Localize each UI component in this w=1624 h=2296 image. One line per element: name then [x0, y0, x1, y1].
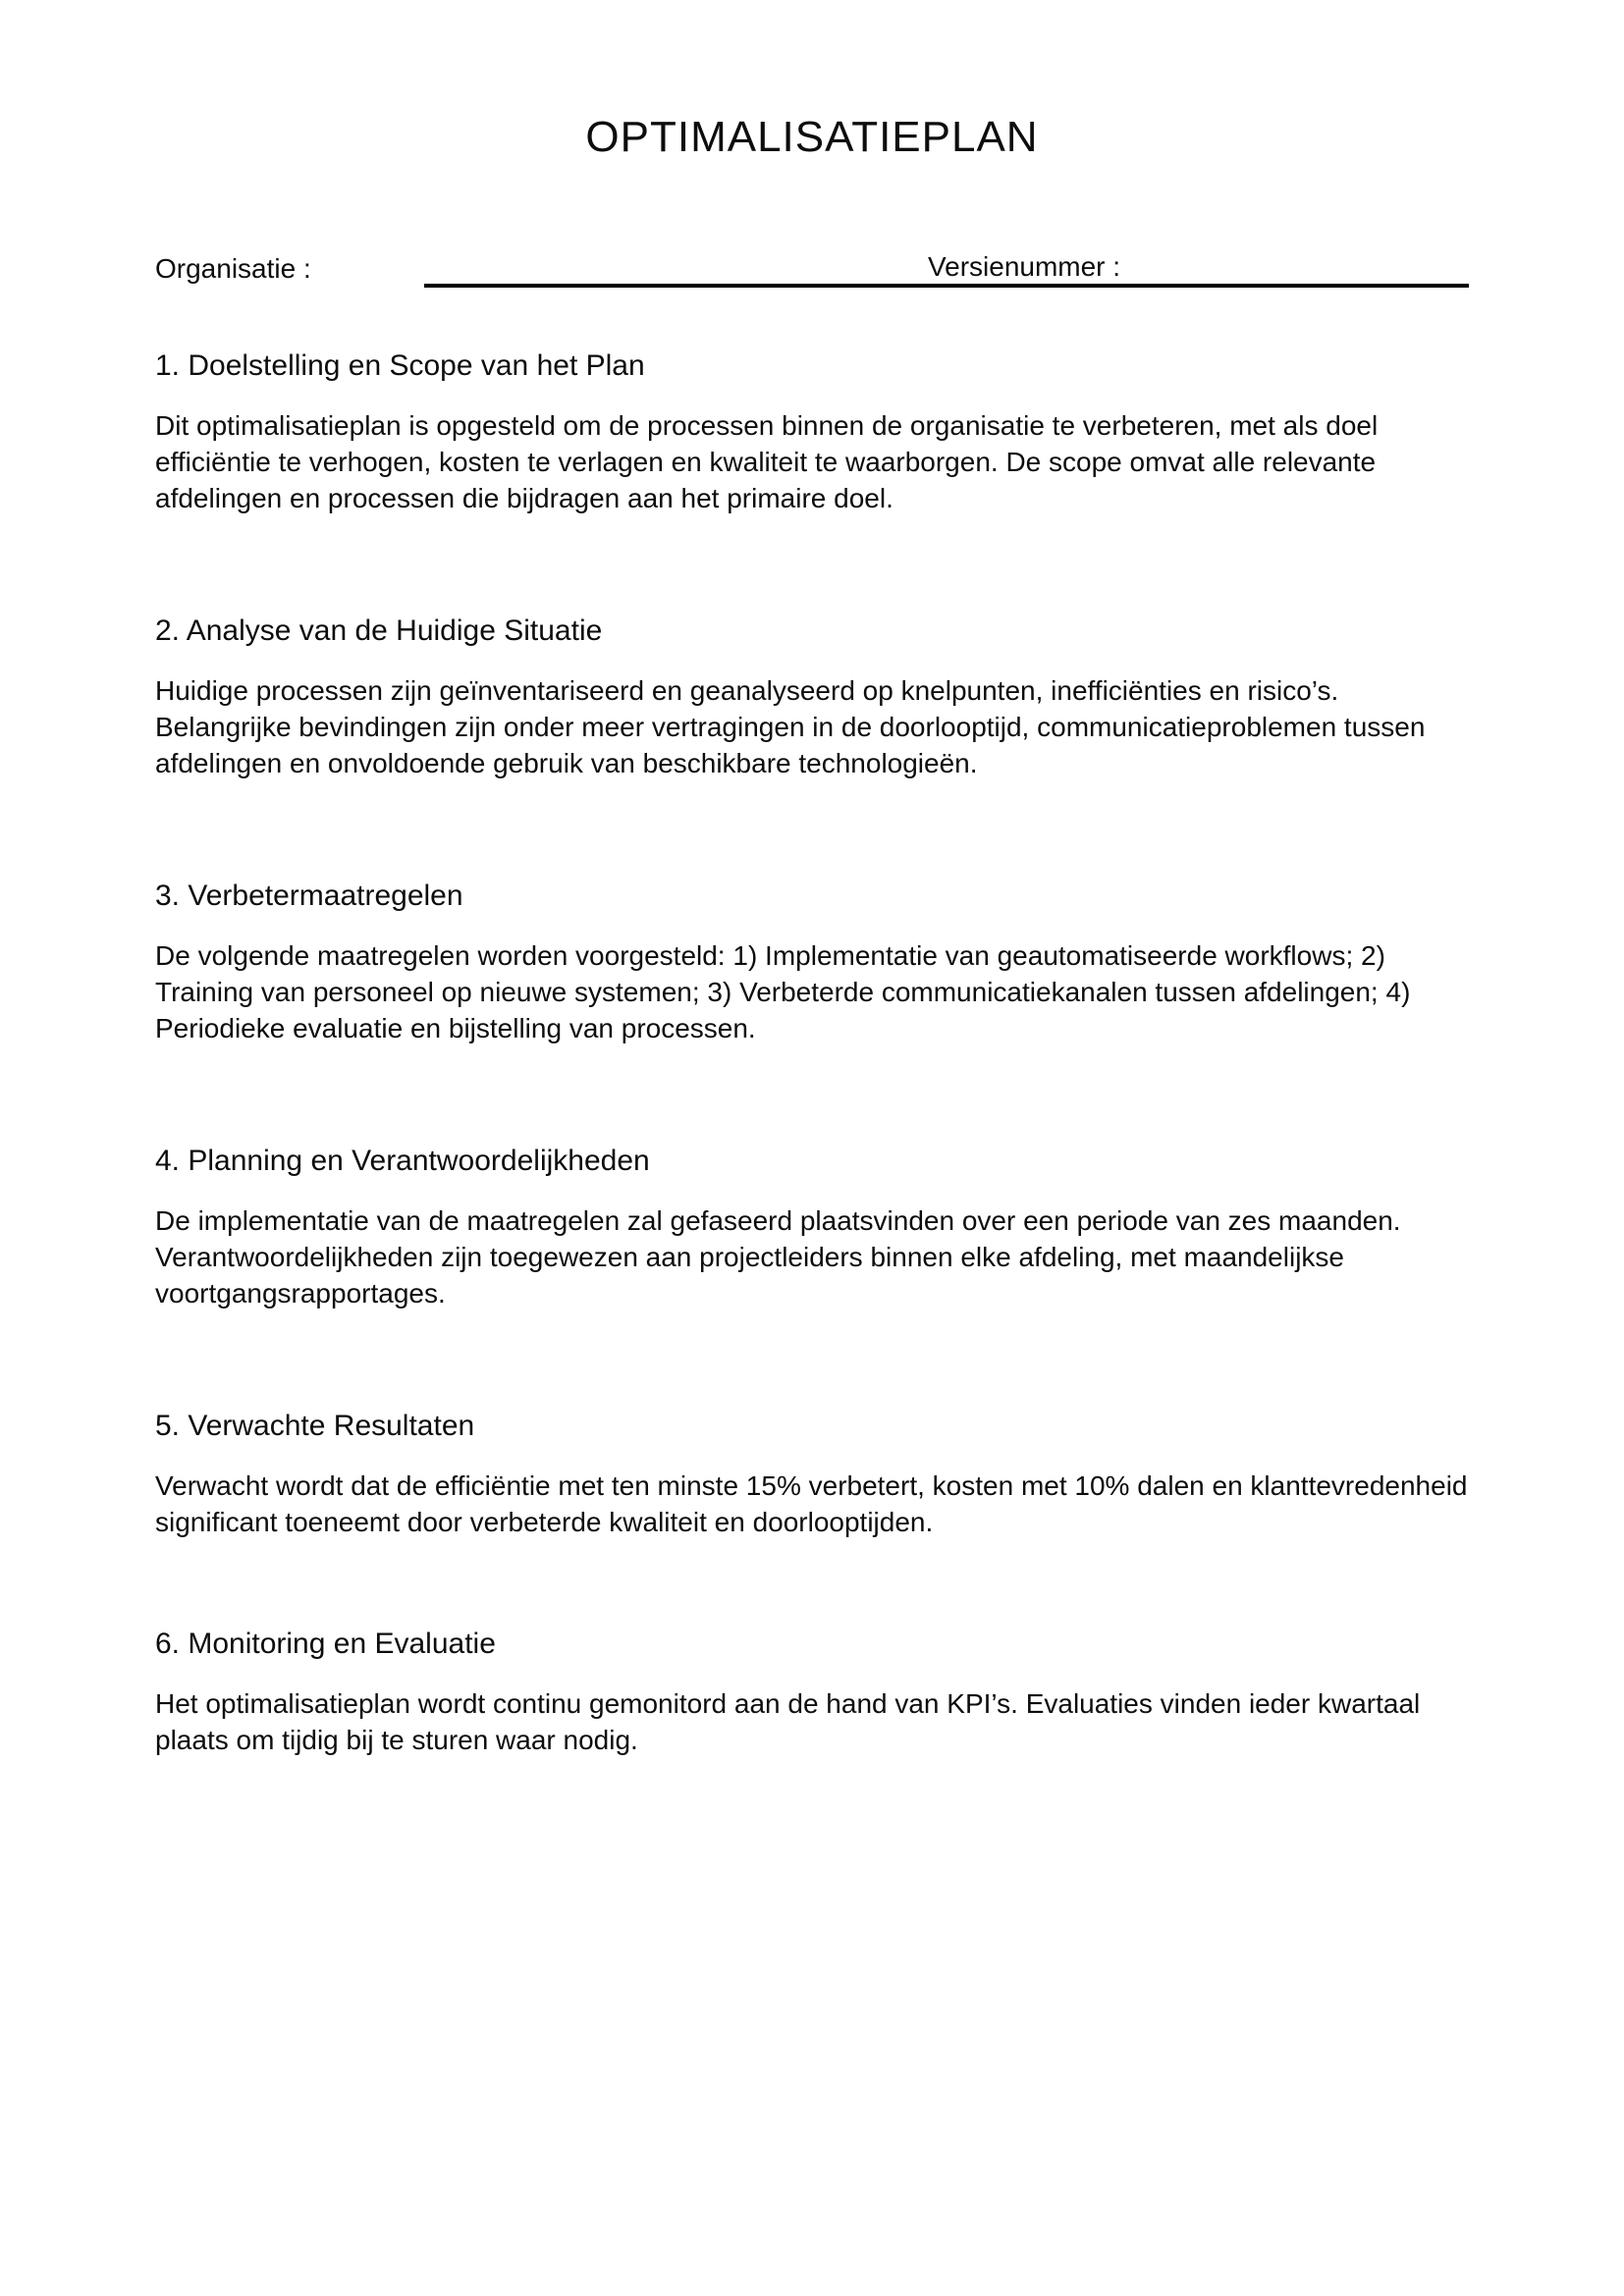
body-line: afdelingen en onvoldoende gebruik van beschikbare technologieën. [155, 748, 978, 778]
body-line: voortgangsrapportages. [155, 1278, 446, 1308]
section-heading: 5. Verwachte Resultaten [155, 1410, 475, 1442]
section-analyse [155, 614, 1490, 781]
body-line: De implementatie van de maatregelen zal gefaseerd plaatsvinden over een periode van zes maanden. [155, 1205, 1401, 1236]
body-line: Belangrijke bevindingen zijn onder meer vertragingen in de doorlooptijd, communicatieproblemen tussen [155, 712, 1426, 742]
body-line: Verantwoordelijkheden zijn toegewezen aan projectleiders binnen elke afdeling, met maandelijkse [155, 1242, 1344, 1272]
versienummer-label: Versienummer : [928, 251, 1121, 282]
body-line: afdelingen en processen die bijdragen aan het primaire doel. [155, 483, 893, 513]
body-line: Verwacht wordt dat de efficiëntie met ten minste 15% verbetert, kosten met 10% dalen en klanttevredenheid [155, 1470, 1468, 1501]
section-heading: 2. Analyse van de Huidige Situatie [155, 614, 603, 647]
body-line: Dit optimalisatieplan is opgesteld om de processen binnen de organisatie te verbeteren, met als doel [155, 410, 1379, 441]
section-heading: 1. Doelstelling en Scope van het Plan [155, 349, 645, 382]
section-heading: 4. Planning en Verantwoordelijkheden [155, 1145, 650, 1177]
fill-in-line [424, 284, 1469, 288]
section-heading: 3. Verbetermaatregelen [155, 880, 463, 912]
body-line: Training van personeel op nieuwe systemen; 3) Verbeterde communicatiekanalen tussen afdelingen; 4) [155, 977, 1411, 1007]
organisatie-label: Organisatie : [155, 253, 311, 284]
section-verbetermaatregelen [155, 880, 1490, 1046]
body-line: plaats om tijdig bij te sturen waar nodig. [155, 1725, 638, 1755]
section-monitoring [155, 1628, 1490, 1758]
body-line: Het optimalisatieplan wordt continu gemonitord aan de hand van KPI’s. Evaluaties vinden ieder kwartaal [155, 1688, 1421, 1719]
body-line: De volgende maatregelen worden voorgesteld: 1) Implementatie van geautomatiseerde workflows; 2) [155, 940, 1385, 971]
section-heading: 6. Monitoring en Evaluatie [155, 1628, 496, 1660]
section-doelstelling [155, 349, 1490, 516]
section-planning [155, 1145, 1490, 1311]
body-line: efficiëntie te verhogen, kosten te verlagen en kwaliteit te waarborgen. De scope omvat alle relevante [155, 447, 1377, 477]
body-line: significant toeneemt door verbeterde kwaliteit en doorlooptijden. [155, 1507, 934, 1537]
body-line: Huidige processen zijn geïnventariseerd en geanalyseerd op knelpunten, inefficiënties en risico’s. [155, 675, 1339, 706]
body-line: Periodieke evaluatie en bijstelling van processen. [155, 1013, 756, 1043]
section-verwachte-resultaten [155, 1410, 1490, 1540]
page-title: OPTIMALISATIEPLAN [585, 113, 1039, 161]
